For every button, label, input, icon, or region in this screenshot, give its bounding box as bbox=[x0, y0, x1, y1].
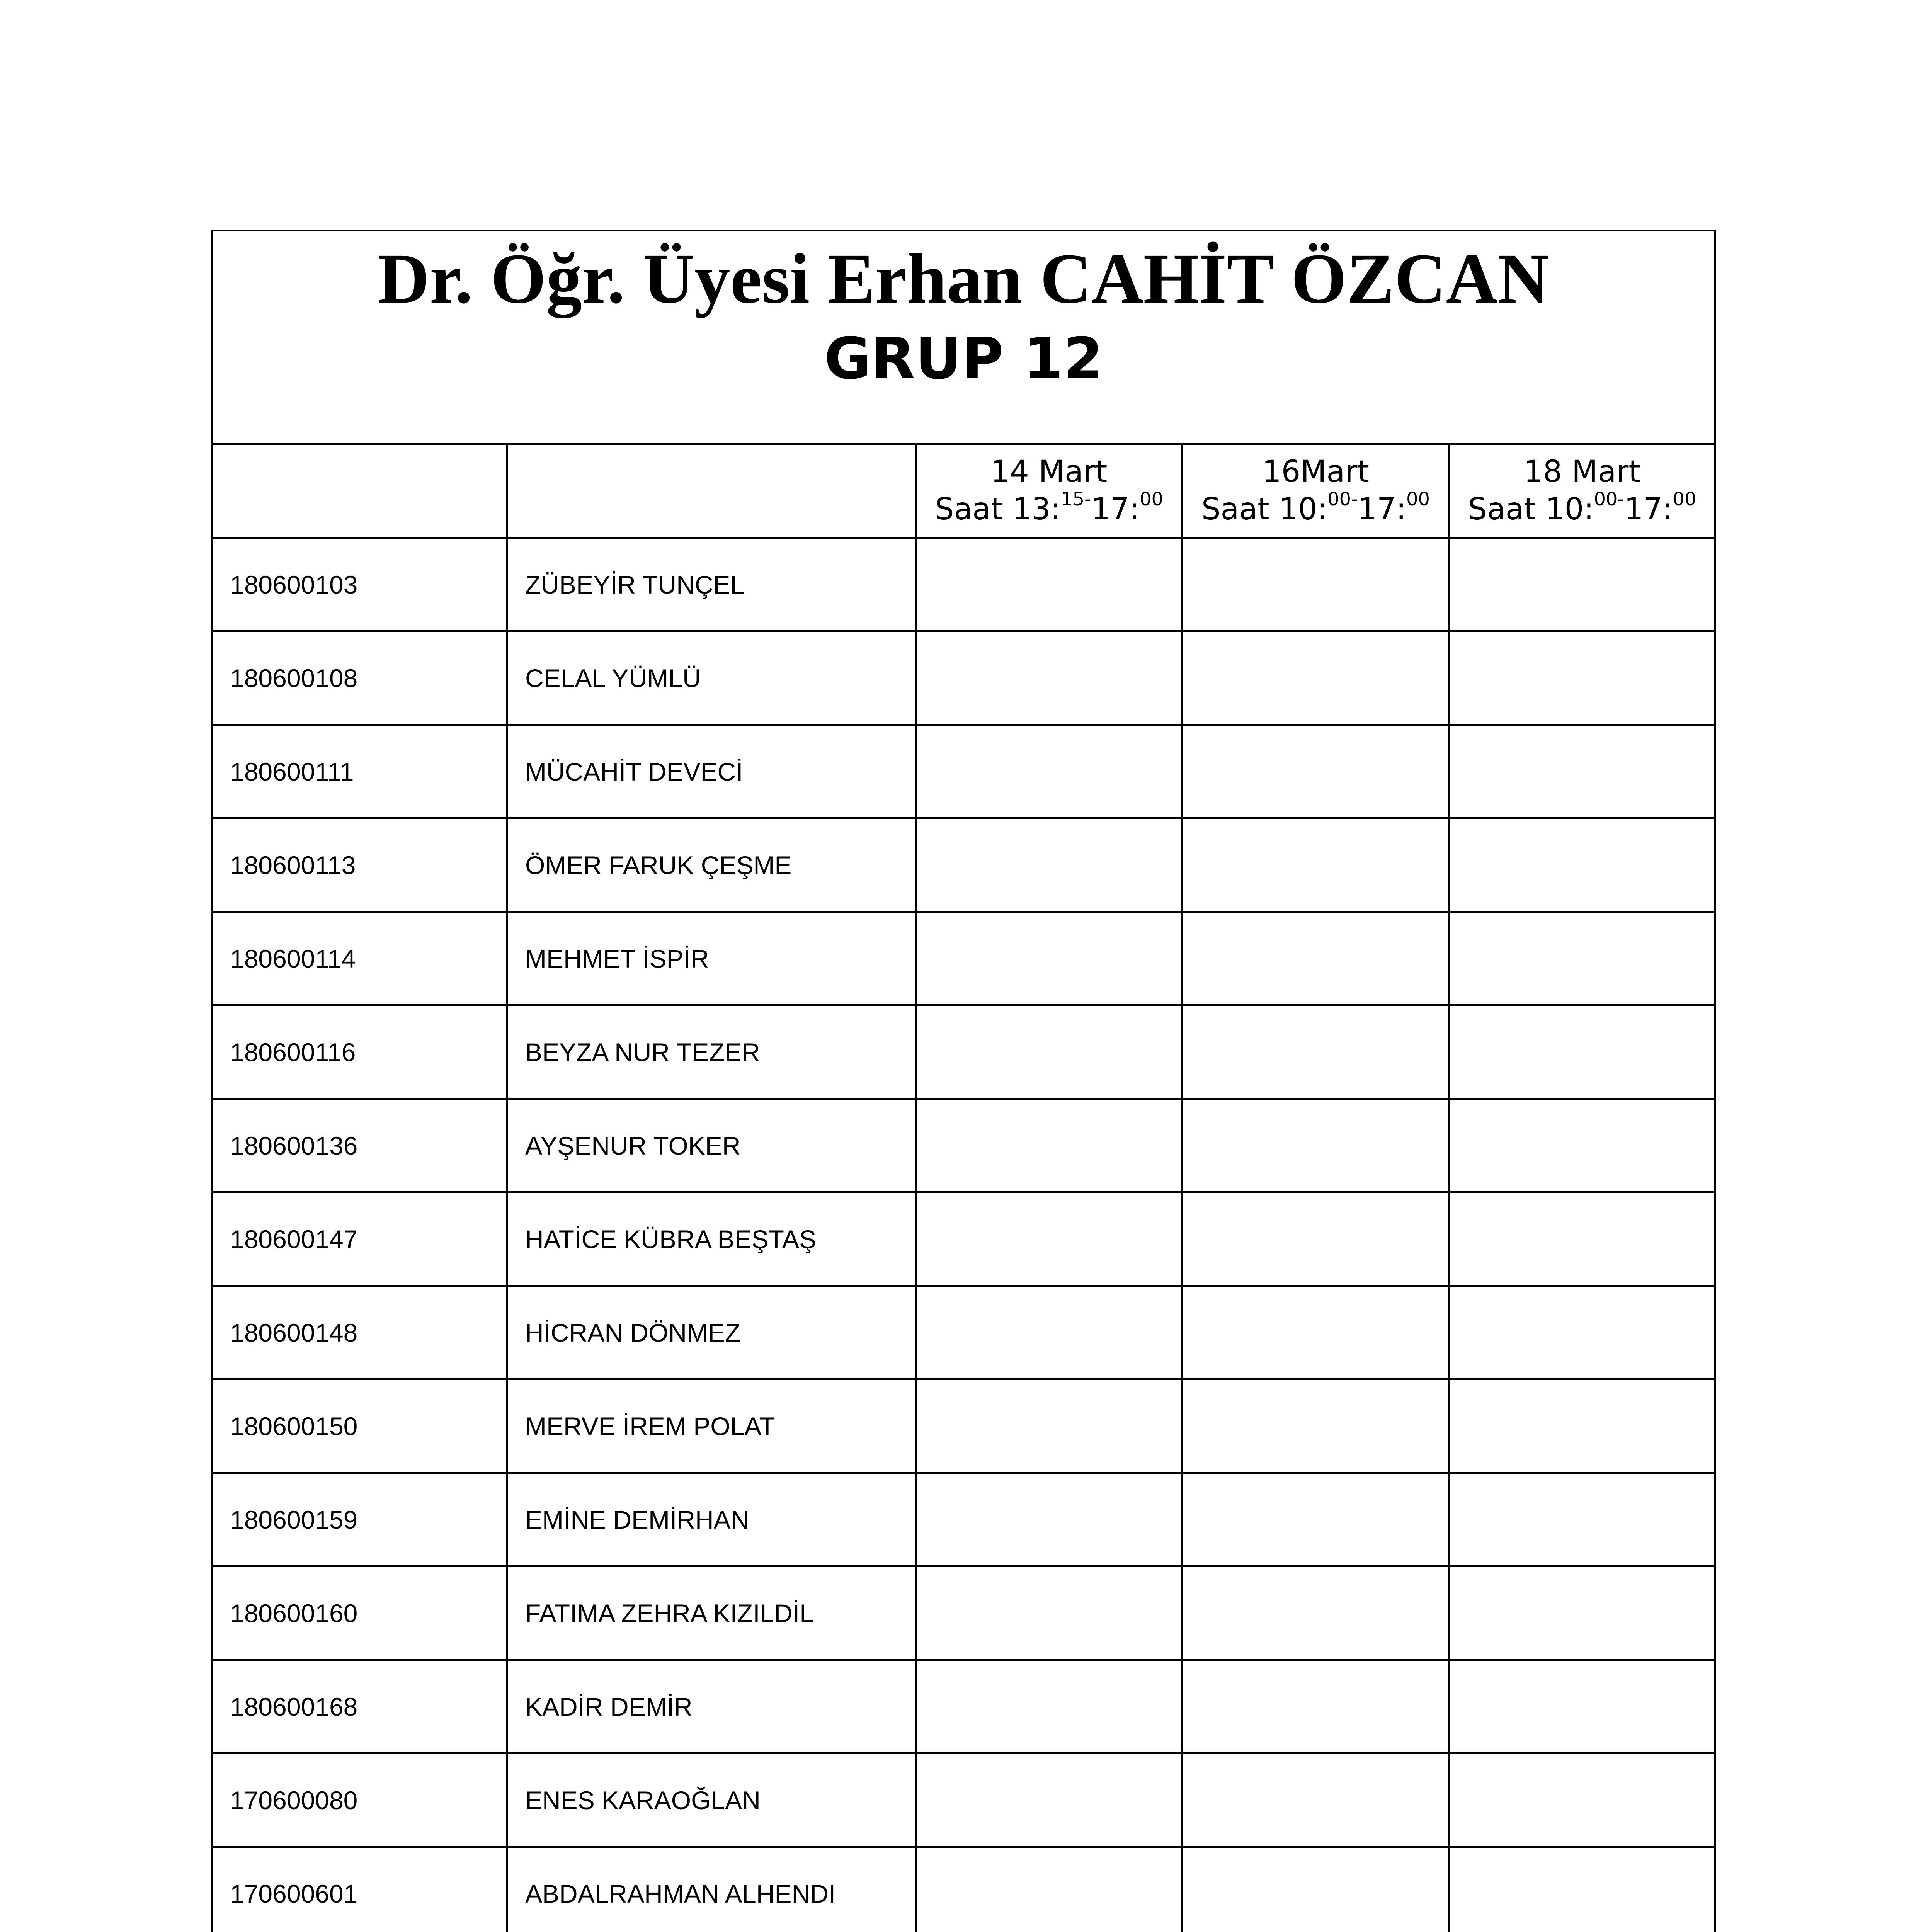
attendance-cell[interactable] bbox=[1449, 1005, 1715, 1099]
attendance-cell[interactable] bbox=[1449, 1192, 1715, 1286]
attendance-cell[interactable] bbox=[1183, 818, 1449, 912]
student-id: 180600113 bbox=[212, 818, 507, 912]
attendance-cell[interactable] bbox=[916, 631, 1183, 725]
student-id: 180600111 bbox=[212, 725, 507, 818]
instructor-title: Dr. Öğr. Üyesi Erhan CAHİT ÖZCAN bbox=[378, 239, 1549, 318]
session-date: 18 Mart bbox=[1524, 454, 1640, 489]
attendance-cell[interactable] bbox=[916, 538, 1183, 631]
attendance-cell[interactable] bbox=[1449, 1099, 1715, 1192]
student-id: 180600116 bbox=[212, 1005, 507, 1099]
student-name: KADİR DEMİR bbox=[507, 1660, 916, 1753]
student-name: CELAL YÜMLÜ bbox=[507, 631, 916, 725]
attendance-cell[interactable] bbox=[1449, 912, 1715, 1005]
attendance-cell[interactable] bbox=[1183, 1379, 1449, 1473]
student-id: 180600108 bbox=[212, 631, 507, 725]
attendance-cell[interactable] bbox=[1183, 1566, 1449, 1660]
session-time: Saat 10:$^{00-}$17:$^{00}$ bbox=[1201, 488, 1430, 527]
table-row bbox=[212, 725, 1715, 818]
table-row bbox=[212, 538, 1715, 631]
table-row bbox=[212, 1566, 1715, 1660]
attendance-cell[interactable] bbox=[916, 1286, 1183, 1379]
title-row bbox=[212, 231, 1715, 444]
attendance-table bbox=[211, 230, 1716, 1932]
student-id: 170600601 bbox=[212, 1847, 507, 1932]
attendance-cell[interactable] bbox=[1183, 1286, 1449, 1379]
attendance-cell[interactable] bbox=[916, 818, 1183, 912]
student-id: 180600114 bbox=[212, 912, 507, 1005]
header-name-cell bbox=[507, 444, 916, 538]
attendance-cell[interactable] bbox=[916, 1847, 1183, 1932]
student-name: AYŞENUR TOKER bbox=[507, 1099, 916, 1192]
attendance-cell[interactable] bbox=[1449, 1847, 1715, 1932]
attendance-cell[interactable] bbox=[1449, 538, 1715, 631]
student-id: 180600160 bbox=[212, 1566, 507, 1660]
attendance-cell[interactable] bbox=[1449, 725, 1715, 818]
attendance-cell[interactable] bbox=[1183, 1005, 1449, 1099]
attendance-cell[interactable] bbox=[1449, 1379, 1715, 1473]
attendance-cell[interactable] bbox=[916, 1753, 1183, 1847]
attendance-cell[interactable] bbox=[1449, 1286, 1715, 1379]
attendance-cell[interactable] bbox=[1183, 725, 1449, 818]
student-id: 180600147 bbox=[212, 1192, 507, 1286]
attendance-cell[interactable] bbox=[1449, 1566, 1715, 1660]
attendance-cell[interactable] bbox=[1183, 1473, 1449, 1566]
attendance-cell[interactable] bbox=[916, 725, 1183, 818]
table-row bbox=[212, 1099, 1715, 1192]
table-row bbox=[212, 1847, 1715, 1932]
table-row bbox=[212, 1753, 1715, 1847]
attendance-cell[interactable] bbox=[916, 912, 1183, 1005]
attendance-cell[interactable] bbox=[1183, 1660, 1449, 1753]
table-row bbox=[212, 1286, 1715, 1379]
table-row bbox=[212, 1005, 1715, 1099]
student-name: BEYZA NUR TEZER bbox=[507, 1005, 916, 1099]
header-row bbox=[212, 444, 1715, 538]
attendance-cell[interactable] bbox=[916, 1566, 1183, 1660]
attendance-cell[interactable] bbox=[916, 1005, 1183, 1099]
student-name: HİCRAN DÖNMEZ bbox=[507, 1286, 916, 1379]
table-row bbox=[212, 912, 1715, 1005]
attendance-cell[interactable] bbox=[916, 1099, 1183, 1192]
student-name: HATİCE KÜBRA BEŞTAŞ bbox=[507, 1192, 916, 1286]
attendance-cell[interactable] bbox=[1449, 1753, 1715, 1847]
attendance-cell[interactable] bbox=[1449, 631, 1715, 725]
session-time: Saat 13:$^{15-}$17:$^{00}$ bbox=[934, 488, 1164, 527]
student-id: 180600136 bbox=[212, 1099, 507, 1192]
attendance-cell[interactable] bbox=[1449, 1660, 1715, 1753]
attendance-cell[interactable] bbox=[916, 1660, 1183, 1753]
student-id: 180600159 bbox=[212, 1473, 507, 1566]
session-header bbox=[1183, 444, 1449, 538]
attendance-cell[interactable] bbox=[1183, 1192, 1449, 1286]
student-id: 180600168 bbox=[212, 1660, 507, 1753]
student-name: FATIMA ZEHRA KIZILDİL bbox=[507, 1566, 916, 1660]
attendance-cell[interactable] bbox=[1183, 1099, 1449, 1192]
table-row bbox=[212, 1192, 1715, 1286]
student-name: MÜCAHİT DEVECİ bbox=[507, 725, 916, 818]
table-row bbox=[212, 818, 1715, 912]
session-time: Saat 10:$^{00-}$17:$^{00}$ bbox=[1468, 488, 1696, 527]
student-name: ÖMER FARUK ÇEŞME bbox=[507, 818, 916, 912]
attendance-cell[interactable] bbox=[1183, 1847, 1449, 1932]
attendance-cell[interactable] bbox=[1183, 912, 1449, 1005]
header-id-cell bbox=[212, 444, 507, 538]
attendance-cell[interactable] bbox=[916, 1192, 1183, 1286]
student-name: ZÜBEYİR TUNÇEL bbox=[507, 538, 916, 631]
student-name: ABDALRAHMAN ALHENDI bbox=[507, 1847, 916, 1932]
session-date: 16Mart bbox=[1262, 454, 1369, 489]
attendance-cell[interactable] bbox=[916, 1379, 1183, 1473]
student-name: EMİNE DEMİRHAN bbox=[507, 1473, 916, 1566]
attendance-cell[interactable] bbox=[1449, 818, 1715, 912]
title-cell bbox=[212, 231, 1715, 444]
table-row bbox=[212, 1473, 1715, 1566]
attendance-cell[interactable] bbox=[1183, 538, 1449, 631]
group-title: GRUP 12 bbox=[824, 325, 1103, 392]
attendance-cell[interactable] bbox=[916, 1473, 1183, 1566]
table-row bbox=[212, 631, 1715, 725]
attendance-cell[interactable] bbox=[1183, 631, 1449, 725]
student-id: 180600150 bbox=[212, 1379, 507, 1473]
session-header bbox=[1449, 444, 1715, 538]
attendance-cell[interactable] bbox=[1449, 1473, 1715, 1566]
student-name: MERVE İREM POLAT bbox=[507, 1379, 916, 1473]
attendance-cell[interactable] bbox=[1183, 1753, 1449, 1847]
session-date: 14 Mart bbox=[990, 454, 1108, 489]
session-header bbox=[916, 444, 1183, 538]
student-name: ENES KARAOĞLAN bbox=[507, 1753, 916, 1847]
student-name: MEHMET İSPİR bbox=[507, 912, 916, 1005]
student-id: 170600080 bbox=[212, 1753, 507, 1847]
student-id: 180600148 bbox=[212, 1286, 507, 1379]
table-row bbox=[212, 1379, 1715, 1473]
student-id: 180600103 bbox=[212, 538, 507, 631]
table-row bbox=[212, 1660, 1715, 1753]
